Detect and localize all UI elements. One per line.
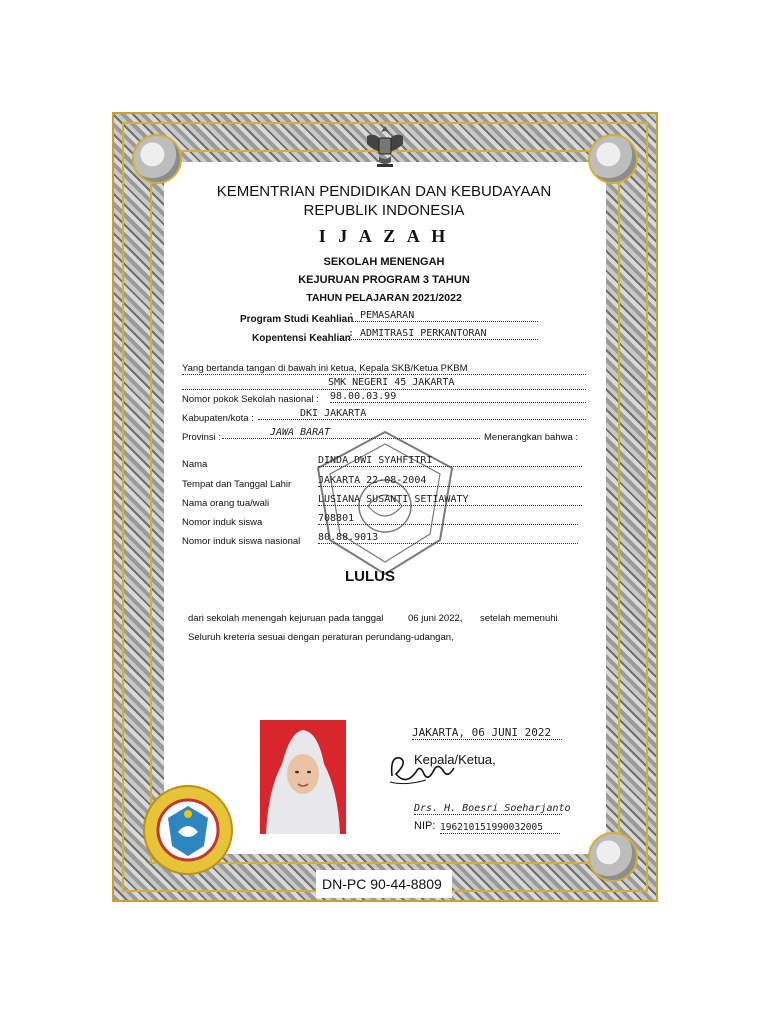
npsn-value: 98.00.03.99 xyxy=(330,391,586,403)
parent-value: LUSIANA SUSANTI SETIAWATY xyxy=(318,494,582,506)
corner-medallion-bottom-right xyxy=(588,832,638,882)
intro-text: Yang bertanda tangan di bawah ini ketua, Kepala SKB/Ketua PKBM xyxy=(182,363,586,375)
garuda-emblem-icon xyxy=(363,122,407,170)
student-name-value: DINDA DWI SYAHFITRI xyxy=(318,455,582,467)
graduation-status-stamp: LULUS xyxy=(345,568,395,585)
academic-year: TAHUN PELAJARAN 2021/2022 xyxy=(306,292,462,304)
declares-text: Menerangkan bahwa : xyxy=(484,432,579,443)
graduation-line-1b: setelah memenuhi xyxy=(480,613,558,624)
graduation-date: 06 juni 2022, xyxy=(408,613,463,624)
certificate-title: I J A Z A H xyxy=(318,226,450,246)
nisn-label: Nomor induk siswa nasional xyxy=(182,536,301,547)
birth-label: Tempat dan Tanggal Lahir xyxy=(182,479,292,490)
competency-label: Kopentensi Keahlian xyxy=(252,333,351,344)
student-name-label: Nama xyxy=(182,459,208,470)
nisn-value: 80.88.9013 xyxy=(318,532,578,544)
signatory-role: Kepala/Ketua, xyxy=(414,752,496,767)
handwritten-signature-icon xyxy=(386,746,456,794)
corner-medallion-top-left xyxy=(132,134,182,184)
school-line-1: SEKOLAH MENENGAH xyxy=(323,256,445,268)
birth-value: JAKARTA 22-08-2004 xyxy=(318,475,582,487)
city-label: Kabupaten/kota : xyxy=(182,413,254,424)
student-photo xyxy=(260,720,346,834)
parent-label: Nama orang tua/wali xyxy=(182,498,270,509)
city-value: DKI JAKARTA xyxy=(258,408,586,420)
school-name-value: SMK NEGERI 45 JAKARTA xyxy=(328,377,455,388)
competency-value: : ADMITRASI PERKANTORAN xyxy=(348,328,538,340)
school-heading xyxy=(0,253,768,307)
study-program-value: : PEMASARAN xyxy=(348,310,538,322)
tut-wuri-handayani-seal-icon xyxy=(142,784,234,876)
province-value: JAWA BARAT xyxy=(222,427,480,439)
nip-value: 196210151990032005 xyxy=(440,822,560,834)
npsn-label: Nomor pokok Sekolah nasional : xyxy=(182,394,319,405)
ministry-heading xyxy=(0,182,768,220)
graduation-line-2: Seluruh kreteria sesuai dengan peraturan perundang-udangan, xyxy=(188,632,454,643)
nis-label: Nomor induk siswa xyxy=(182,517,263,528)
signature-place-date: JAKARTA, 06 JUNI 2022 xyxy=(412,726,562,740)
signatory-name: Drs. H. Boesri Soeharjanto xyxy=(414,803,571,814)
serial-number: DN-PC 90-44-8809 xyxy=(322,876,442,892)
school-line-2: KEJURUAN PROGRAM 3 TAHUN xyxy=(298,274,470,286)
study-program-label: Program Studi Keahlian xyxy=(240,314,354,325)
ministry-line-2: REPUBLIK INDONESIA xyxy=(303,202,465,219)
nip-label: NIP: xyxy=(414,820,436,832)
province-label: Provinsi : xyxy=(182,432,222,443)
corner-medallion-top-right xyxy=(588,134,638,184)
student-portrait-icon xyxy=(260,720,346,834)
nis-value: 708801 xyxy=(318,513,578,525)
ministry-line-1: KEMENTRIAN PENDIDIKAN DAN KEBUDAYAAN xyxy=(216,183,552,200)
graduation-line-1a: dari sekolah menengah kejuruan pada tanggal xyxy=(188,613,384,624)
